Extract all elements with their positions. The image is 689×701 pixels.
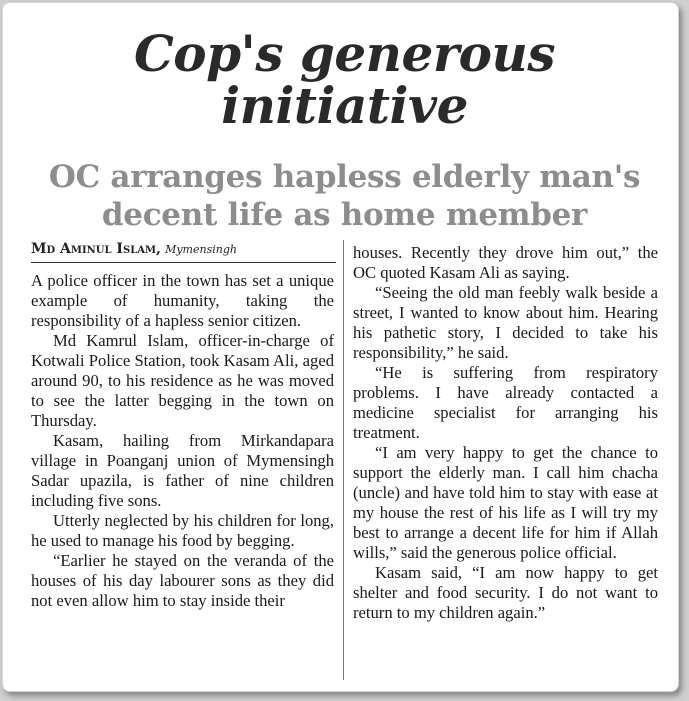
paragraph: “I am very happy to get the chance to support the elderly man. I call him chacha (uncle) and have told him to stay with ease at my house the rest of his life as I will try my best to arrange a decent life for him if Allah wills,” said the generous police official. [353,443,658,562]
subheadline [0,158,689,234]
paragraph: “Seeing the old man feebly walk beside a street, I wanted to know about him. Hearing his pathetic story, I decided to take his responsibility,” he said. [353,283,658,362]
paragraph: houses. Recently they drove him out,” the OC quoted Kasam Ali as saying. [353,243,658,282]
byline-author: Md Aminul Islam, [31,241,161,257]
paragraph: “He is suffering from respiratory problems. I have already contacted a medicine specialist for arranging his treatment. [353,363,658,442]
subheadline-line-2: decent life as home member [101,197,588,233]
byline-location: Mymensingh [165,243,237,256]
paragraph: A police officer in the town has set a unique example of humanity, taking the responsibility of a hapless senior citizen. [31,271,334,330]
headline-line-2: initiative [221,76,468,135]
left-column [31,271,334,611]
right-column [353,243,658,623]
paragraph: Md Kamrul Islam, officer-in-charge of Kotwali Police Station, took Kasam Ali, aged around 90, to his residence as he was moved to see the latter begging in the town on Thursday. [31,331,334,430]
subheadline-line-1: OC arranges hapless elderly man's [48,159,641,195]
headline-line-1: Cop's generous [133,24,556,83]
paragraph: Kasam said, “I am now happy to get shelter and food security. I do not want to return to my children again.” [353,563,658,622]
paragraph: Utterly neglected by his children for long, he used to manage his food by begging. [31,511,334,550]
byline [31,241,336,263]
paragraph: “Earlier he stayed on the veranda of the houses of his day labourer sons as they did not even allow him to stay inside their [31,551,334,610]
headline [0,24,689,135]
paragraph: Kasam, hailing from Mirkandapara village in Poanganj union of Mymensingh Sadar upazila, is father of nine children including five sons. [31,431,334,510]
column-divider [343,240,344,680]
